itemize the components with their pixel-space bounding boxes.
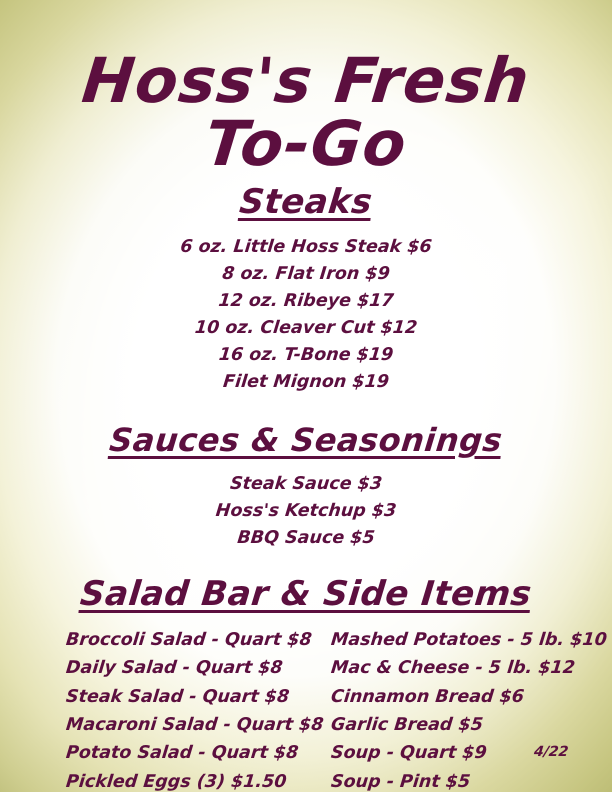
steaks-item-list [34, 234, 578, 397]
list-item: Mac & Cheese - 5 lb. $12 [330, 658, 577, 679]
salad-bar-columns [34, 626, 609, 792]
list-item: Steak Sauce $3 [229, 473, 384, 494]
list-item: Soup - Pint $5 [330, 771, 472, 792]
menu-title [34, 44, 578, 180]
list-item: Macaroni Salad - Quart $8 [64, 714, 325, 735]
list-item: Steak Salad - Quart $8 [64, 686, 291, 707]
list-item: 8 oz. Flat Iron $9 [221, 263, 391, 284]
list-item: Hoss's Ketchup $3 [214, 500, 398, 521]
section-heading-sauces-seasonings: Sauces & Seasonings [107, 420, 505, 459]
revision-code: 4/22 [532, 744, 569, 760]
list-item: BBQ Sauce $5 [236, 527, 376, 548]
menu-title-line-1: Hoss's Fresh [78, 44, 534, 117]
section-heading-steaks: Steaks [237, 181, 375, 222]
list-item: Filet Mignon $19 [222, 372, 391, 393]
list-item: 12 oz. Ribeye $17 [217, 291, 395, 312]
list-item: Mashed Potatoes - 5 lb. $10 [330, 629, 609, 650]
list-item: 6 oz. Little Hoss Steak $6 [179, 236, 433, 257]
list-item: Soup - Quart $9 [330, 743, 489, 764]
section-heading-salad-bar-side-items: Salad Bar & Side Items [78, 573, 534, 614]
sauces-item-list [34, 471, 578, 552]
list-item: Cinnamon Bread $6 [330, 686, 526, 707]
list-item: Potato Salad - Quart $8 [64, 743, 300, 764]
list-item: Daily Salad - Quart $8 [64, 658, 284, 679]
list-item: Pickled Eggs (3) $1.50 [64, 771, 288, 792]
salad-bar-column-right [323, 626, 607, 792]
list-item: Garlic Bread $5 [330, 714, 485, 735]
menu-title-line-2: To-Go [201, 106, 411, 180]
list-item: 16 oz. T-Bone $19 [217, 345, 395, 366]
list-item: Broccoli Salad - Quart $8 [64, 629, 313, 650]
salad-bar-column-left [48, 626, 323, 792]
list-item: 10 oz. Cleaver Cut $12 [193, 318, 419, 339]
